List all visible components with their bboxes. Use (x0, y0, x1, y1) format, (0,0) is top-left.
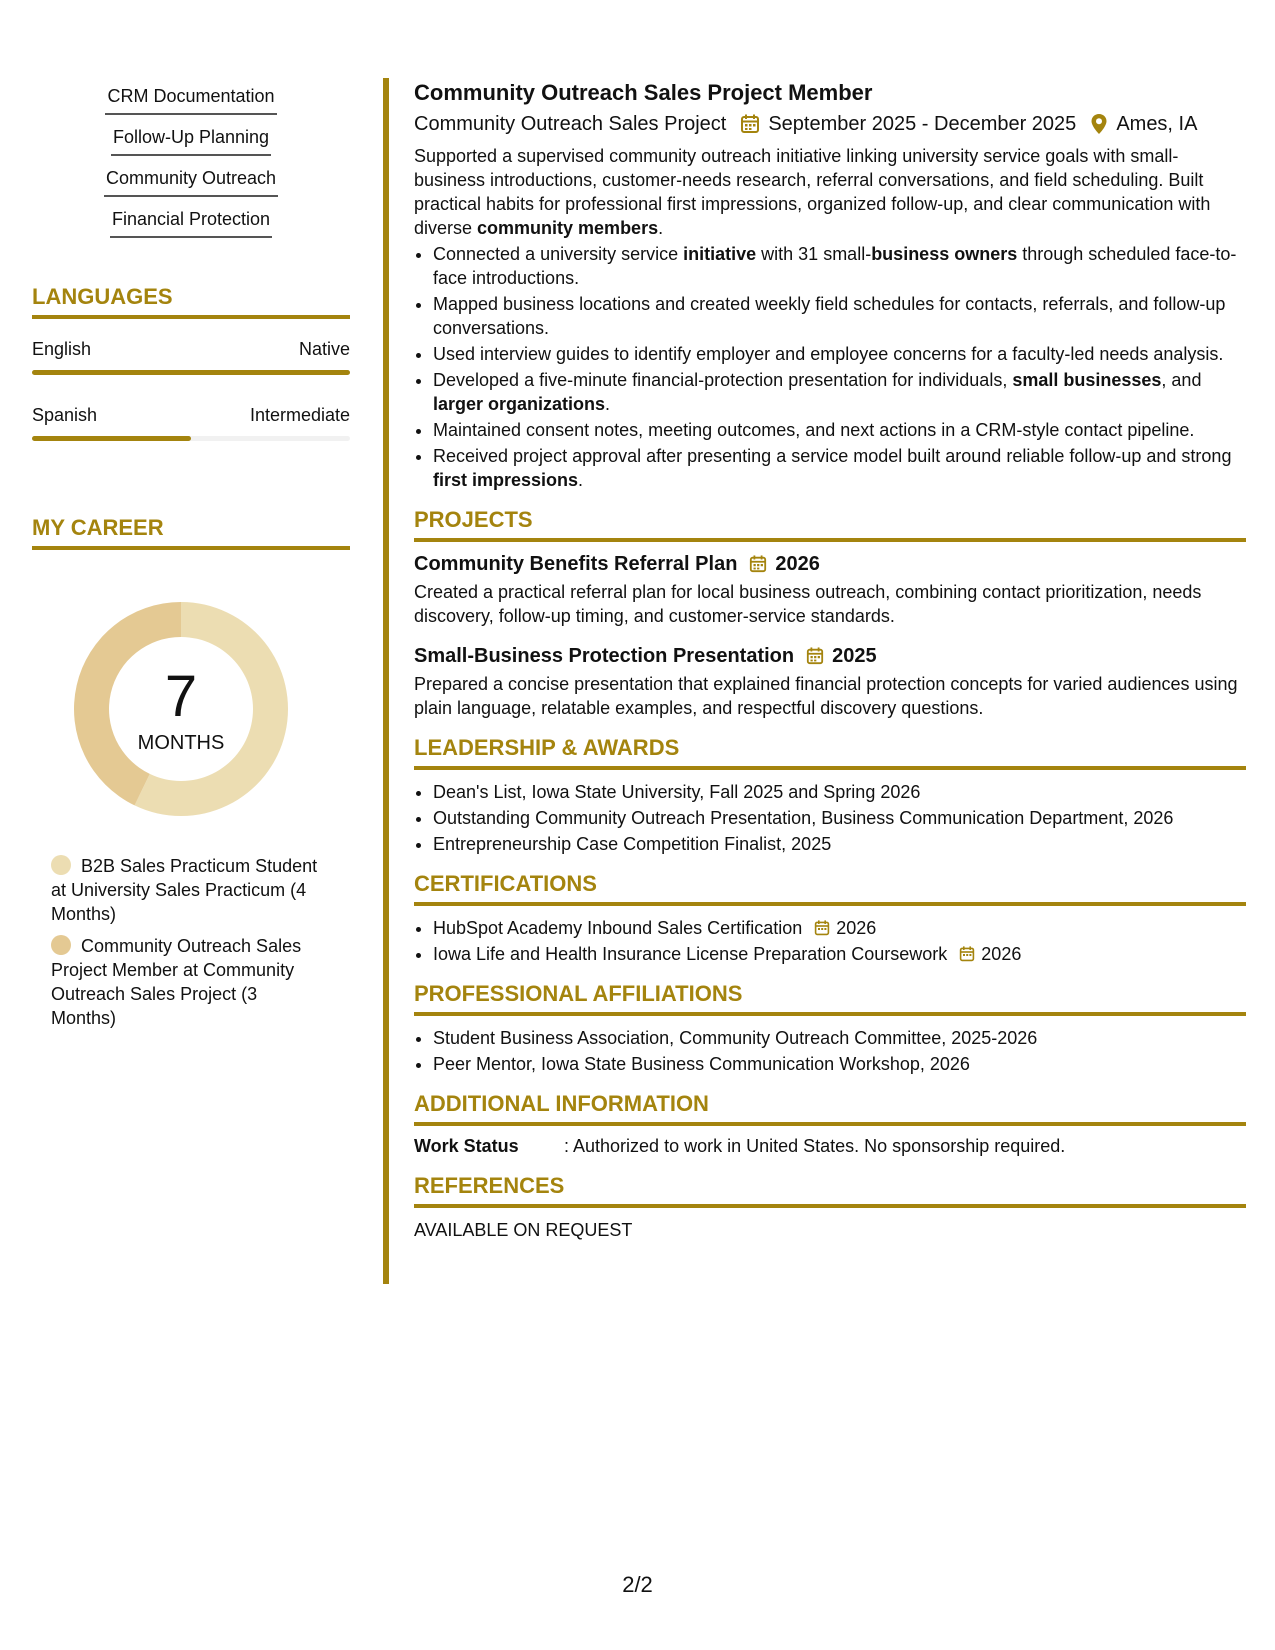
languages-heading: LANGUAGES (32, 284, 350, 319)
project-item (414, 642, 1246, 720)
projects-heading: PROJECTS (414, 506, 1246, 542)
language-name: Spanish (32, 405, 98, 425)
job-location: Ames, IA (1116, 113, 1198, 135)
certification-item (433, 916, 1246, 940)
additional-info-heading: ADDITIONAL INFORMATION (414, 1090, 1246, 1126)
certification-year: 2026 (981, 944, 1022, 964)
award-item: • Outstanding Community Outreach Presentation, Business Communication Department, 2026 (433, 806, 1246, 830)
language-proficiency-bar (32, 370, 350, 375)
job-bullet: • Developed a five-minute financial-protection presentation for individuals, small businesses, and larger organizations. (433, 368, 1246, 416)
job-bullet: • Received project approval after presenting a service model built around reliable follow-up and strong first impressions. (433, 444, 1246, 492)
career-legend-item (51, 854, 321, 926)
job-meta (414, 112, 1246, 136)
affiliation-item: • Peer Mentor, Iowa State Business Communication Workshop, 2026 (433, 1052, 1246, 1076)
project-name: Small-Business Protection Presentation (414, 645, 795, 667)
column-divider (383, 78, 389, 1284)
career-legend (51, 854, 321, 1030)
career-total-months: 7 (164, 664, 198, 729)
main-content (414, 78, 1246, 1242)
language-proficiency-fill (32, 436, 191, 441)
skill-tag: Financial Protection (110, 207, 272, 238)
awards-heading: LEADERSHIP & AWARDS (414, 734, 1246, 770)
job-bullet: • Maintained consent notes, meeting outcomes, and next actions in a CRM-style contact pipeline. (433, 418, 1246, 442)
work-status-value: : Authorized to work in United States. No sponsorship required. (564, 1136, 1066, 1156)
legend-dot (51, 935, 71, 955)
language-name: English (32, 339, 92, 359)
affiliations-heading: PROFESSIONAL AFFILIATIONS (414, 980, 1246, 1016)
award-item: • Entrepreneurship Case Competition Finalist, 2025 (433, 832, 1246, 856)
map-pin-icon (1090, 113, 1108, 135)
language-level: Native (298, 339, 350, 359)
calendar-icon (814, 919, 830, 937)
career-donut-chart (66, 594, 296, 824)
page-number: 2/2 (622, 1572, 653, 1597)
project-description: Prepared a concise presentation that explained financial protection concepts for varied audiences using plain language, relatable examples, and respectful discovery questions. (414, 674, 1238, 718)
project-year: 2026 (775, 553, 820, 575)
skill-tag: Community Outreach (104, 166, 278, 197)
legend-label: B2B Sales Practicum Student at University Sales Practicum (4 Months) (51, 856, 318, 924)
skill-tag: Follow-Up Planning (111, 125, 271, 156)
career-total-unit: MONTHS (137, 732, 225, 754)
project-year: 2025 (832, 645, 877, 667)
calendar-icon (959, 945, 975, 963)
skills-list (32, 84, 350, 238)
language-item (32, 405, 350, 441)
skill-tag: CRM Documentation (105, 84, 276, 115)
job-bullet: • Used interview guides to identify employer and employee concerns for a faculty-led needs analysis. (433, 342, 1246, 366)
project-item (414, 550, 1246, 628)
job-bullets (414, 242, 1246, 492)
legend-label: Community Outreach Sales Project Member at Community Outreach Sales Project (3 Months) (51, 936, 302, 1028)
language-level: Intermediate (249, 405, 350, 425)
awards-list (414, 780, 1246, 856)
award-item: • Dean's List, Iowa State University, Fall 2025 and Spring 2026 (433, 780, 1246, 804)
certifications-heading: CERTIFICATIONS (414, 870, 1246, 906)
project-description: Created a practical referral plan for local business outreach, combining contact prioritization, needs discovery, follow-up timing, and customer-service standards. (414, 582, 1202, 626)
affiliations-list (414, 1026, 1246, 1076)
certification-name: HubSpot Academy Inbound Sales Certification (433, 918, 803, 938)
references-text: AVAILABLE ON REQUEST (414, 1220, 633, 1240)
work-status-row (414, 1134, 1246, 1158)
job-bullet: • Connected a university service initiative with 31 small-business owners through scheduled face-to-face introductions. (433, 242, 1246, 290)
work-status-label: Work Status (414, 1136, 519, 1156)
project-name: Community Benefits Referral Plan (414, 553, 738, 575)
language-item (32, 339, 350, 375)
job-title: Community Outreach Sales Project Member (414, 80, 873, 105)
references-heading: REFERENCES (414, 1172, 1246, 1208)
job-summary: Supported a supervised community outreach initiative linking university service goals with small-business introductions, customer-needs research, referral conversations, and field scheduling. Built practical habits for professional first impressions, organized follow-up, and clear communication with diverse community members. (414, 146, 1211, 238)
certification-item (433, 942, 1246, 966)
calendar-icon (740, 113, 760, 135)
language-proficiency-bar (32, 436, 350, 441)
certifications-list (414, 916, 1246, 966)
affiliation-item: • Student Business Association, Community Outreach Committee, 2025-2026 (433, 1026, 1246, 1050)
calendar-icon (749, 554, 767, 574)
career-heading: MY CAREER (32, 515, 350, 550)
language-proficiency-fill (32, 370, 350, 375)
career-legend-item (51, 934, 321, 1030)
certification-year: 2026 (836, 918, 877, 938)
certification-name: Iowa Life and Health Insurance License Preparation Coursework (433, 944, 948, 964)
legend-dot (51, 855, 71, 875)
sidebar (32, 84, 350, 1038)
job-dates: September 2025 - December 2025 (768, 113, 1077, 135)
job-organization: Community Outreach Sales Project (414, 113, 727, 135)
calendar-icon (806, 646, 824, 666)
job-bullet: • Mapped business locations and created weekly field schedules for contacts, referrals, and follow-up conversations. (433, 292, 1246, 340)
